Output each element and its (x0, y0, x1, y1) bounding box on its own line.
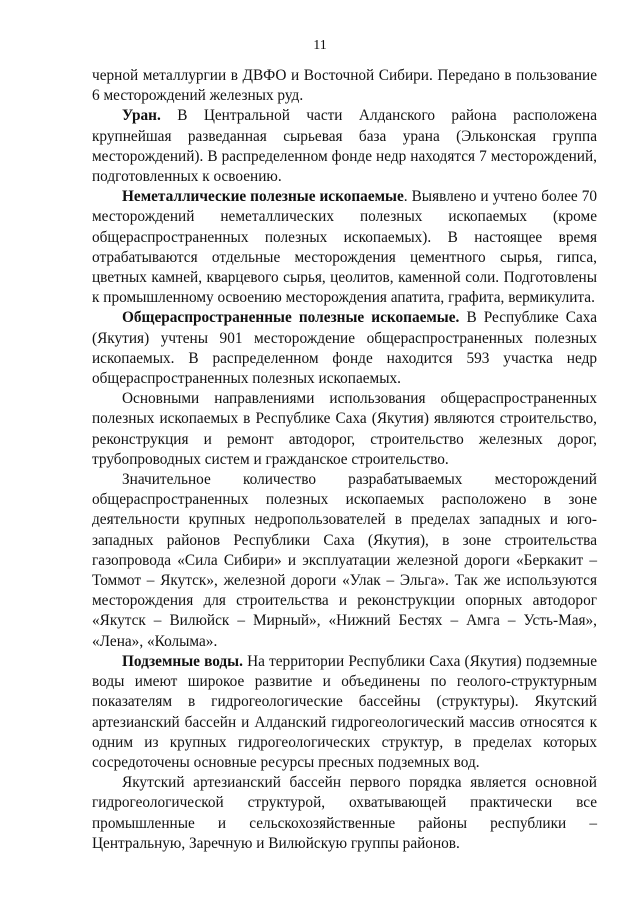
paragraph-text: В Центральной части Алданского района расположена крупнейшая разведанная сырьевая база урана (Эльконская группа месторождений). В распределенном фонде недр находятся 7 месторождений, подготовленных к освоению. (92, 107, 597, 186)
body-text (92, 66, 597, 854)
paragraph-text: На территории Республики Саха (Якутия) подземные воды имеют широкое развитие и объединены по геолого-структурным показателям в гидрогеологические бассейны (структуры). Якутский артезианский бассейн и Алданский гидрогеологический массив относятся к одним из крупных гидрогеологических структур, в пределах которых сосредоточены основные ресурсы пресных подземных вод. (92, 652, 597, 771)
paragraph-text: Якутский артезианский бассейн первого порядка является основной гидрогеологической структурой, охватывающей практически все промышленные и сельскохозяйственные районы республики – Центральную, Заречную и Вилюйскую группы районов. (92, 774, 597, 852)
paragraph-text: черной металлургии в ДВФО и Восточной Сибири. Передано в пользование 6 месторождений железных руд. (92, 67, 597, 105)
paragraph-heading: Подземные воды. (122, 652, 243, 670)
paragraph-nonmetallic (92, 187, 597, 308)
paragraph-deposits-location (92, 470, 597, 652)
paragraph-groundwater (92, 652, 597, 773)
paragraph-usage-directions (92, 389, 597, 470)
paragraph-iron-ore (92, 66, 597, 106)
paragraph-heading: Общераспространенные полезные ископаемые. (122, 309, 460, 327)
paragraph-text: . Выявлено и учтено более 70 месторождений неметаллических полезных ископаемых (кроме общераспространенных полезных ископаемых). В настоящее время отрабатываются отдельные месторождения цементного сырья, гипса, цветных камней, кварцевого сырья, цеолитов, каменной соли. Подготовлены к промышленному освоению месторождения апатита, графита, вермикулита. (92, 188, 597, 307)
paragraph-artesian-basin (92, 773, 597, 854)
paragraph-text: Значительное количество разрабатываемых месторождений общераспространенных полезных ископаемых расположено в зоне деятельности крупных недропользователей в пределах западных и юго-западных районов Республики Саха (Якутия), в зоне строительства газопровода «Сила Сибири» и эксплуатации железной дороги «Беркакит – Томмот – Якутск», железной дороги «Улак – Эльга». Так же используются месторождения для строительства и реконструкции опорных автодорог «Якутск – Вилюйск – Мирный», «Нижний Бестях – Амга – Усть-Мая», «Лена», «Колыма». (92, 471, 597, 650)
paragraph-heading: Уран. (122, 107, 161, 125)
paragraph-heading: Неметаллические полезные ископаемые (122, 188, 404, 206)
paragraph-text: В Республике Саха (Якутия) учтены 901 месторождение общераспространенных полезных ископаемых. В распределенном фонде находится 593 участка недр общераспространенных полезных ископаемых. (92, 309, 597, 388)
paragraph-common-minerals (92, 308, 597, 389)
paragraph-uranium (92, 106, 597, 187)
paragraph-text: Основными направлениями использования общераспространенных полезных ископаемых в Республике Саха (Якутия) являются строительство, реконструкция и ремонт автодорог, строительство железных дорог, трубопроводных систем и гражданское строительство. (92, 390, 597, 468)
page-number: 11 (313, 38, 327, 53)
